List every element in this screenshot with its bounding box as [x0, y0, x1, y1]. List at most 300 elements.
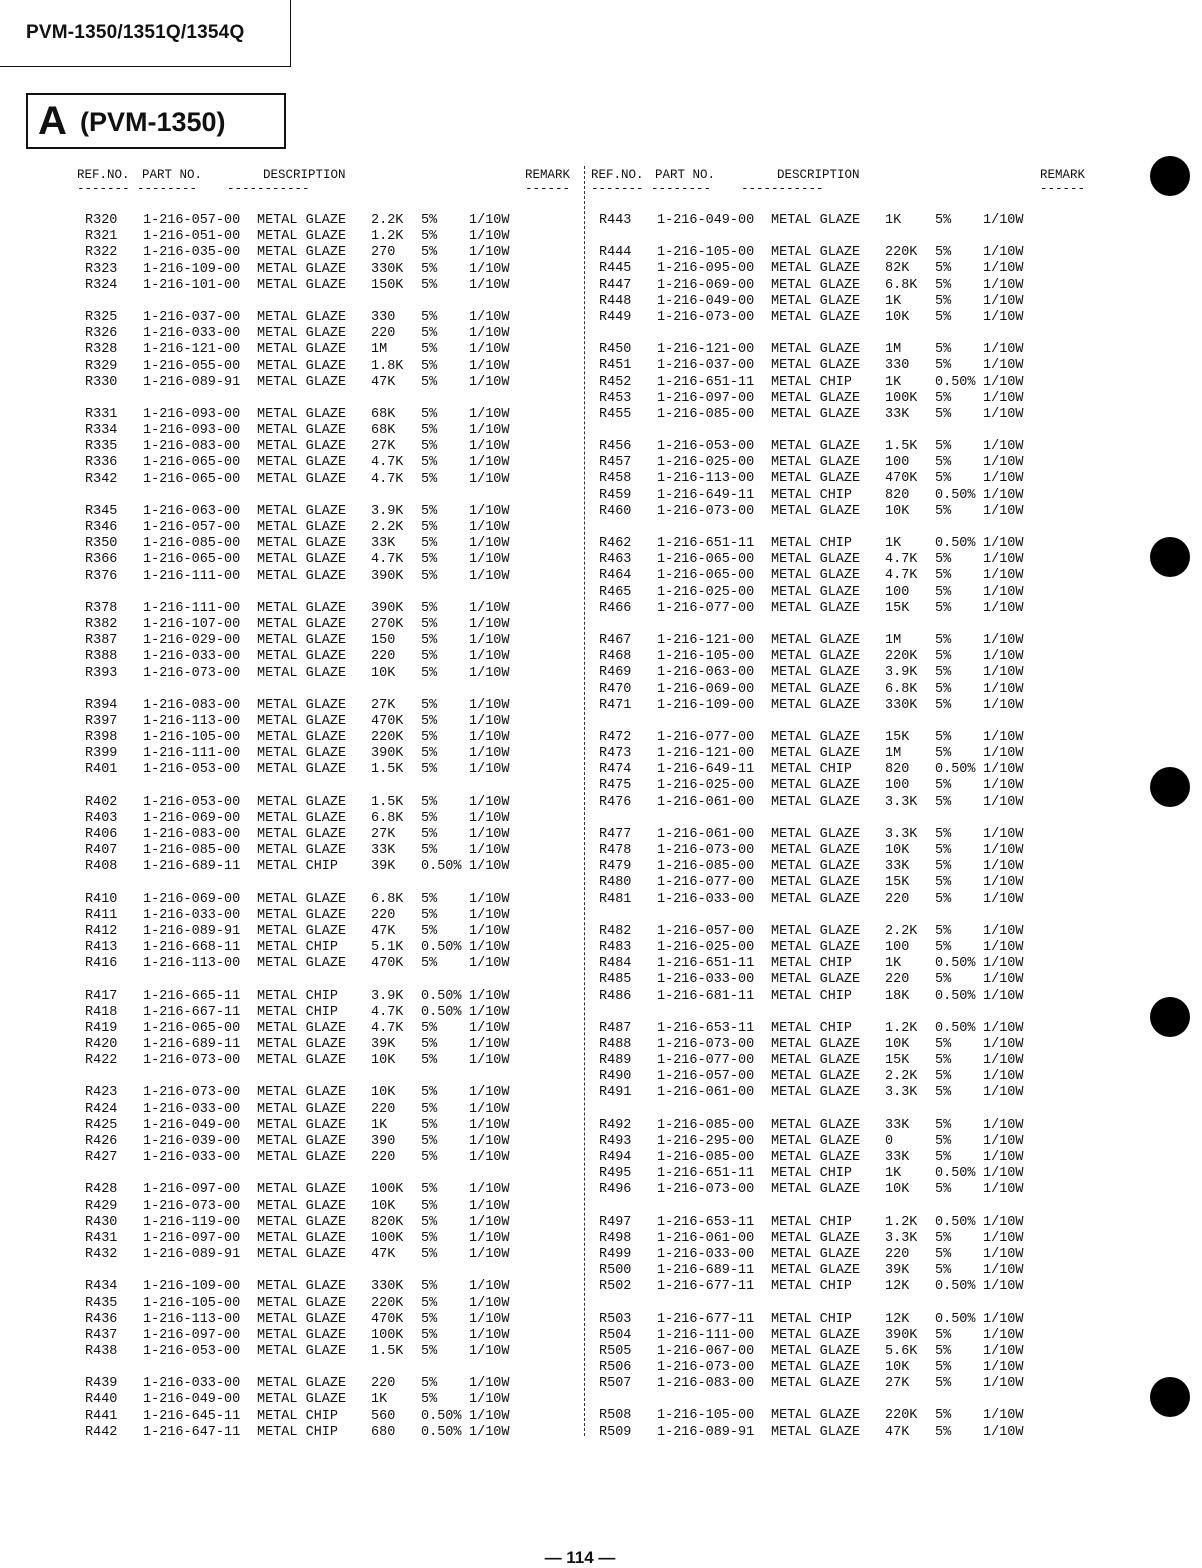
part-no: 1-216-677-11: [657, 1311, 755, 1327]
value: 1K: [371, 1117, 388, 1133]
ref-no: R470: [599, 681, 632, 697]
part-no: 1-216-097-00: [657, 390, 755, 406]
tolerance: 5%: [421, 423, 438, 439]
part-no: 1-216-681-11: [657, 988, 755, 1004]
value: 47K: [371, 923, 396, 939]
ref-no: R411: [85, 907, 118, 923]
tolerance: 0.50%: [421, 940, 462, 956]
description: METAL CHIP: [771, 988, 853, 1004]
wattage: 1/10W: [983, 632, 1024, 648]
ref-no: R496: [599, 1182, 632, 1198]
wattage: 1/10W: [983, 293, 1024, 309]
part-no: 1-216-049-00: [657, 213, 755, 228]
wattage: 1/10W: [469, 988, 510, 1004]
part-no: 1-216-037-00: [143, 309, 241, 325]
description: METAL GLAZE: [771, 859, 861, 875]
part-no: 1-216-053-00: [143, 1344, 241, 1360]
ref-no: R466: [599, 600, 632, 616]
tolerance: 5%: [421, 439, 438, 455]
part-no: 1-216-113-00: [143, 713, 241, 729]
value: 82K: [885, 261, 910, 277]
value: 12K: [885, 1279, 910, 1295]
part-no: 1-216-033-00: [143, 1150, 241, 1166]
part-no: 1-216-057-00: [143, 520, 241, 535]
value: 100: [885, 939, 910, 955]
ref-no: R487: [599, 1020, 632, 1036]
value: 3.9K: [371, 503, 404, 519]
tolerance: 5%: [935, 1263, 952, 1279]
description: METAL GLAZE: [771, 875, 861, 891]
value: 390: [371, 1134, 396, 1149]
ref-no: R350: [85, 536, 118, 552]
ref-no: R323: [85, 261, 118, 277]
tolerance: 5%: [421, 1037, 438, 1053]
wattage: 1/10W: [469, 406, 510, 422]
tolerance: 5%: [935, 1376, 952, 1392]
ref-no: R420: [85, 1037, 118, 1053]
description: METAL GLAZE: [771, 1263, 861, 1279]
value: 4.7K: [885, 568, 918, 584]
header-ref-left: REF.NO.: [77, 168, 130, 182]
tolerance: 5%: [935, 390, 952, 406]
wattage: 1/10W: [469, 358, 510, 374]
wattage: 1/10W: [983, 552, 1024, 568]
part-no: 1-216-083-00: [657, 1376, 755, 1392]
value: 4.7K: [371, 1020, 404, 1036]
ref-no: R506: [599, 1360, 632, 1376]
value: 220K: [885, 245, 918, 261]
ref-no: R330: [85, 374, 118, 390]
wattage: 1/10W: [983, 277, 1024, 293]
wattage: 1/10W: [983, 1376, 1024, 1392]
description: METAL GLAZE: [257, 1101, 347, 1117]
value: 33K: [371, 843, 396, 859]
value: 15K: [885, 1053, 910, 1069]
ref-no: R434: [85, 1279, 118, 1295]
description: METAL GLAZE: [257, 552, 347, 568]
wattage: 1/10W: [983, 1263, 1024, 1279]
ref-no: R474: [599, 762, 632, 778]
value: 100: [885, 778, 910, 794]
part-no: 1-216-049-00: [143, 1117, 241, 1133]
ref-no: R443: [599, 213, 632, 228]
description: METAL GLAZE: [771, 1230, 861, 1246]
ref-no: R402: [85, 794, 118, 810]
ref-no: R480: [599, 875, 632, 891]
description: METAL GLAZE: [771, 697, 861, 713]
value: 1.5K: [885, 439, 918, 455]
tolerance: 0.50%: [935, 1020, 976, 1036]
ref-no: R488: [599, 1036, 632, 1052]
tolerance: 5%: [421, 245, 438, 261]
description: METAL GLAZE: [771, 1182, 861, 1198]
tolerance: 5%: [421, 455, 438, 471]
description: METAL GLAZE: [257, 1214, 347, 1230]
part-no: 1-216-107-00: [143, 616, 241, 632]
wattage: 1/10W: [469, 616, 510, 632]
tolerance: 0.50%: [421, 1424, 462, 1440]
tolerance: 5%: [935, 1360, 952, 1376]
part-no: 1-216-649-11: [657, 762, 755, 778]
part-no: 1-216-077-00: [657, 1053, 755, 1069]
part-no: 1-216-069-00: [143, 810, 241, 826]
wattage: 1/10W: [469, 1247, 510, 1263]
value: 4.7K: [885, 552, 918, 568]
ref-no: R469: [599, 665, 632, 681]
description: METAL GLAZE: [257, 536, 347, 552]
value: 27K: [371, 827, 396, 842]
description: METAL GLAZE: [771, 746, 861, 762]
part-no: 1-216-089-91: [657, 1424, 755, 1440]
value: 39K: [885, 1263, 910, 1279]
tolerance: 5%: [935, 746, 952, 762]
wattage: 1/10W: [469, 213, 510, 228]
ref-no: R486: [599, 988, 632, 1004]
ref-no: R438: [85, 1344, 118, 1360]
header-part-left: PART NO.: [142, 168, 203, 182]
tolerance: 0.50%: [935, 1279, 976, 1295]
part-no: 1-216-121-00: [657, 632, 755, 648]
wattage: 1/10W: [469, 633, 510, 649]
value: 15K: [885, 600, 910, 616]
ref-no: R430: [85, 1214, 118, 1230]
part-no: 1-216-057-00: [657, 923, 755, 939]
tolerance: 5%: [421, 827, 438, 842]
part-no: 1-216-651-11: [657, 536, 755, 551]
tolerance: 5%: [421, 1198, 438, 1214]
wattage: 1/10W: [983, 665, 1024, 681]
description: METAL GLAZE: [257, 1230, 347, 1246]
wattage: 1/10W: [469, 1311, 510, 1327]
value: 3.3K: [885, 1230, 918, 1246]
header-remark-left: REMARK: [525, 168, 571, 182]
description: METAL GLAZE: [257, 229, 347, 245]
description: METAL GLAZE: [257, 907, 347, 923]
wattage: 1/10W: [469, 455, 510, 471]
part-no: 1-216-105-00: [143, 730, 241, 746]
description: METAL GLAZE: [771, 293, 861, 309]
tolerance: 0.50%: [421, 859, 462, 875]
value: 33K: [371, 536, 396, 552]
wattage: 1/10W: [983, 1182, 1024, 1198]
tolerance: 5%: [421, 309, 438, 325]
description: METAL GLAZE: [771, 277, 861, 293]
value: 330: [885, 358, 910, 374]
tolerance: 5%: [935, 1133, 952, 1149]
wattage: 1/10W: [469, 649, 510, 665]
description: METAL GLAZE: [771, 649, 861, 665]
wattage: 1/10W: [469, 1392, 510, 1408]
tolerance: 5%: [421, 374, 438, 390]
ref-no: R401: [85, 762, 118, 778]
ref-no: R482: [599, 923, 632, 939]
wattage: 1/10W: [469, 471, 510, 487]
ref-no: R467: [599, 632, 632, 648]
value: 220: [371, 649, 396, 665]
description: METAL CHIP: [257, 1408, 339, 1424]
tolerance: 5%: [421, 552, 438, 568]
part-no: 1-216-067-00: [657, 1343, 755, 1359]
part-no: 1-216-083-00: [143, 827, 241, 842]
value: 4.7K: [371, 552, 404, 568]
ref-no: R498: [599, 1230, 632, 1246]
tolerance: 0.50%: [935, 1214, 976, 1230]
description: METAL GLAZE: [771, 439, 861, 455]
wattage: 1/10W: [983, 471, 1024, 487]
part-no: 1-216-647-11: [143, 1424, 241, 1440]
tolerance: 5%: [935, 342, 952, 358]
part-no: 1-216-085-00: [143, 843, 241, 859]
value: 100K: [885, 390, 918, 406]
punch-hole: [1150, 767, 1190, 807]
tolerance: 5%: [935, 1343, 952, 1359]
description: METAL CHIP: [771, 956, 853, 972]
description: METAL GLAZE: [257, 245, 347, 261]
tolerance: 0.50%: [935, 1311, 976, 1327]
tolerance: 5%: [935, 923, 952, 939]
wattage: 1/10W: [469, 713, 510, 729]
tolerance: 5%: [935, 843, 952, 858]
ref-no: R418: [85, 1004, 118, 1020]
value: 1.5K: [371, 762, 404, 778]
value: 1K: [885, 536, 902, 551]
part-no: 1-216-065-00: [657, 552, 755, 568]
description: METAL GLAZE: [257, 616, 347, 632]
description: METAL CHIP: [771, 1166, 853, 1182]
part-no: 1-216-668-11: [143, 940, 241, 956]
wattage: 1/10W: [983, 697, 1024, 713]
tolerance: 5%: [935, 1117, 952, 1133]
ref-no: R485: [599, 972, 632, 988]
ref-no: R331: [85, 406, 118, 422]
part-no: 1-216-111-00: [143, 568, 241, 584]
tolerance: 5%: [421, 261, 438, 277]
ref-no: R462: [599, 536, 632, 551]
description: METAL GLAZE: [771, 1150, 861, 1165]
description: METAL GLAZE: [257, 520, 347, 535]
tolerance: 5%: [935, 891, 952, 907]
part-no: 1-216-035-00: [143, 245, 241, 261]
wattage: 1/10W: [469, 600, 510, 616]
description: METAL GLAZE: [771, 358, 861, 374]
part-no: 1-216-121-00: [143, 342, 241, 358]
wattage: 1/10W: [469, 1295, 510, 1311]
part-no: 1-216-033-00: [143, 326, 241, 342]
part-no: 1-216-025-00: [657, 939, 755, 955]
tolerance: 5%: [421, 956, 438, 972]
value: 47K: [371, 374, 396, 390]
description: METAL GLAZE: [771, 261, 861, 277]
description: METAL GLAZE: [257, 1117, 347, 1133]
wattage: 1/10W: [983, 261, 1024, 277]
tolerance: 5%: [935, 1230, 952, 1246]
wattage: 1/10W: [469, 1376, 510, 1392]
wattage: 1/10W: [983, 875, 1024, 891]
ref-no: R324: [85, 277, 118, 293]
ref-no: R457: [599, 455, 632, 471]
wattage: 1/10W: [983, 891, 1024, 907]
ref-no: R412: [85, 923, 118, 939]
part-no: 1-216-069-00: [143, 891, 241, 907]
tolerance: 5%: [421, 1150, 438, 1166]
part-no: 1-216-111-00: [143, 600, 241, 616]
value: 220: [371, 326, 396, 342]
part-no: 1-216-053-00: [143, 762, 241, 778]
punch-hole: [1150, 537, 1190, 577]
tolerance: 0.50%: [935, 536, 976, 551]
ref-no: R329: [85, 358, 118, 374]
ref-no: R473: [599, 746, 632, 762]
description: METAL GLAZE: [771, 923, 861, 939]
wattage: 1/10W: [983, 1150, 1024, 1165]
tolerance: 5%: [421, 891, 438, 907]
part-no: 1-216-065-00: [143, 471, 241, 487]
tolerance: 5%: [421, 326, 438, 342]
part-no: 1-216-061-00: [657, 826, 755, 842]
tolerance: 5%: [421, 1327, 438, 1343]
punch-hole: [1150, 156, 1190, 196]
part-no: 1-216-653-11: [657, 1020, 755, 1036]
value: 12K: [885, 1311, 910, 1327]
ref-no: R427: [85, 1150, 118, 1166]
wattage: 1/10W: [983, 972, 1024, 988]
tolerance: 5%: [421, 520, 438, 535]
ref-no: R484: [599, 956, 632, 972]
description: METAL CHIP: [771, 1279, 853, 1295]
description: METAL GLAZE: [257, 309, 347, 325]
value: 330K: [885, 697, 918, 713]
description: METAL GLAZE: [771, 1343, 861, 1359]
ref-no: R406: [85, 827, 118, 842]
tolerance: 5%: [421, 342, 438, 358]
value: 100K: [371, 1327, 404, 1343]
part-no: 1-216-689-11: [143, 1037, 241, 1053]
section-letter: A: [38, 99, 67, 143]
wattage: 1/10W: [983, 843, 1024, 858]
wattage: 1/10W: [983, 1069, 1024, 1085]
tolerance: 5%: [935, 1053, 952, 1069]
description: METAL GLAZE: [771, 1327, 861, 1343]
value: 5.1K: [371, 940, 404, 956]
tolerance: 5%: [935, 632, 952, 648]
value: 6.8K: [885, 277, 918, 293]
tolerance: 5%: [935, 309, 952, 325]
value: 39K: [371, 859, 396, 875]
description: METAL GLAZE: [257, 730, 347, 746]
description: METAL GLAZE: [771, 1053, 861, 1069]
value: 330K: [371, 1279, 404, 1295]
part-no: 1-216-105-00: [143, 1295, 241, 1311]
part-no: 1-216-089-91: [143, 374, 241, 390]
value: 220: [885, 1246, 910, 1262]
part-no: 1-216-085-00: [657, 1117, 755, 1133]
description: METAL GLAZE: [257, 471, 347, 487]
part-no: 1-216-057-00: [143, 213, 241, 228]
tolerance: 0.50%: [935, 956, 976, 972]
wattage: 1/10W: [983, 956, 1024, 972]
tolerance: 5%: [421, 843, 438, 859]
description: METAL GLAZE: [771, 1069, 861, 1085]
tolerance: 0.50%: [421, 1004, 462, 1020]
part-no: 1-216-073-00: [143, 1198, 241, 1214]
ref-no: R336: [85, 455, 118, 471]
ref-no: R444: [599, 245, 632, 261]
wattage: 1/10W: [469, 1214, 510, 1230]
value: 3.9K: [885, 665, 918, 681]
wattage: 1/10W: [469, 1230, 510, 1246]
ref-no: R472: [599, 729, 632, 745]
tolerance: 5%: [421, 633, 438, 649]
ref-no: R335: [85, 439, 118, 455]
wattage: 1/10W: [469, 309, 510, 325]
description: METAL GLAZE: [771, 1376, 861, 1392]
tolerance: 5%: [935, 729, 952, 745]
description: METAL GLAZE: [257, 665, 347, 681]
description: METAL GLAZE: [771, 390, 861, 406]
description: METAL GLAZE: [771, 681, 861, 697]
value: 1.8K: [371, 358, 404, 374]
description: METAL GLAZE: [257, 261, 347, 277]
tolerance: 5%: [935, 681, 952, 697]
description: METAL GLAZE: [257, 697, 347, 713]
description: METAL GLAZE: [771, 778, 861, 794]
wattage: 1/10W: [469, 1182, 510, 1198]
wattage: 1/10W: [469, 1020, 510, 1036]
wattage: 1/10W: [469, 568, 510, 584]
value: 3.3K: [885, 826, 918, 842]
wattage: 1/10W: [983, 584, 1024, 600]
part-no: 1-216-061-00: [657, 1230, 755, 1246]
value: 1.2K: [885, 1020, 918, 1036]
wattage: 1/10W: [983, 245, 1024, 261]
tolerance: 5%: [421, 730, 438, 746]
part-no: 1-216-061-00: [657, 1085, 755, 1101]
value: 0: [885, 1133, 894, 1149]
wattage: 1/10W: [469, 1037, 510, 1053]
value: 390K: [371, 746, 404, 762]
description: METAL GLAZE: [257, 1376, 347, 1392]
description: METAL GLAZE: [257, 374, 347, 390]
tolerance: 0.50%: [935, 374, 976, 390]
ref-no: R416: [85, 956, 118, 972]
wattage: 1/10W: [469, 423, 510, 439]
wattage: 1/10W: [983, 1036, 1024, 1052]
wattage: 1/10W: [983, 939, 1024, 955]
part-no: 1-216-119-00: [143, 1214, 241, 1230]
wattage: 1/10W: [469, 794, 510, 810]
wattage: 1/10W: [983, 778, 1024, 794]
part-no: 1-216-105-00: [657, 649, 755, 665]
wattage: 1/10W: [983, 1117, 1024, 1133]
value: 330: [371, 309, 396, 325]
part-no: 1-216-651-11: [657, 956, 755, 972]
ref-no: R426: [85, 1134, 118, 1149]
wattage: 1/10W: [983, 406, 1024, 422]
description: METAL GLAZE: [257, 277, 347, 293]
value: 820: [885, 487, 910, 503]
part-no: 1-216-093-00: [143, 406, 241, 422]
tolerance: 5%: [935, 697, 952, 713]
wattage: 1/10W: [469, 552, 510, 568]
part-no: 1-216-645-11: [143, 1408, 241, 1424]
description: METAL GLAZE: [771, 729, 861, 745]
description: METAL GLAZE: [257, 503, 347, 519]
part-no: 1-216-113-00: [143, 1311, 241, 1327]
description: METAL GLAZE: [257, 762, 347, 778]
wattage: 1/10W: [469, 762, 510, 778]
ref-no: R376: [85, 568, 118, 584]
description: METAL GLAZE: [771, 1360, 861, 1376]
